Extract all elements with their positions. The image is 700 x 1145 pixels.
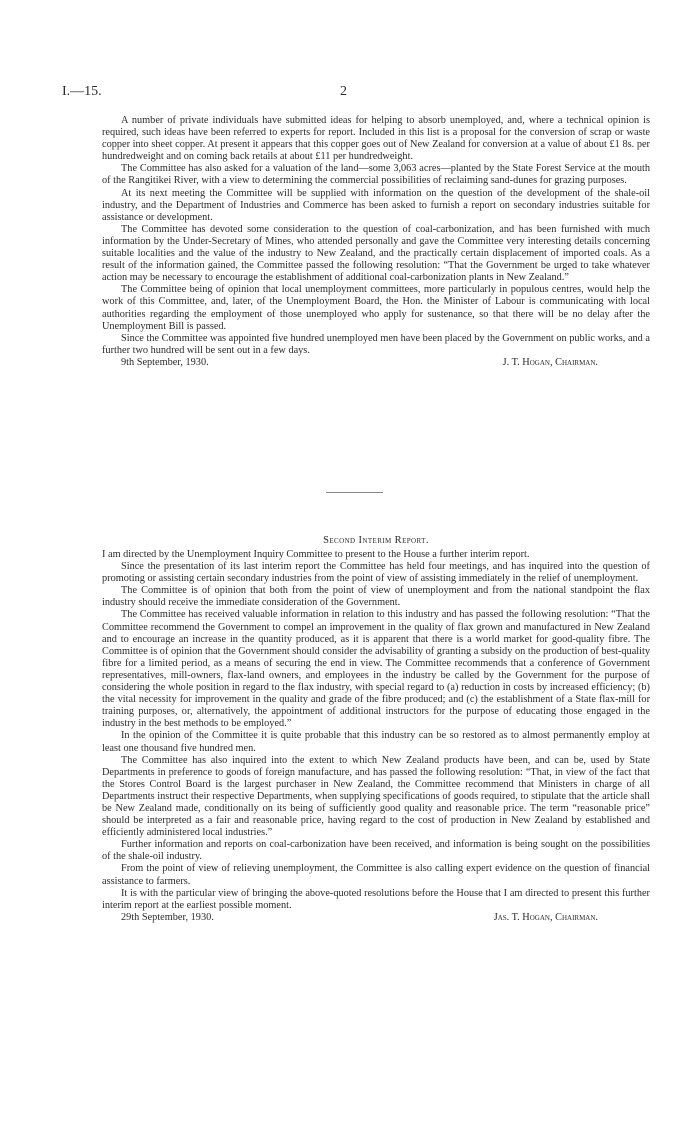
chairman-signature: J. T. Hogan, Chairman. (502, 356, 598, 368)
signature-line (102, 912, 650, 925)
chairman-signature: Jas. T. Hogan, Chairman. (493, 911, 598, 923)
opening-paragraph: I am directed by the Unemployment Inquiry Committee to present to the House a further interim report. (102, 549, 530, 560)
paragraph: The Committee has also asked for a valuation of the land—some 3,063 acres—planted by the State Forest Service at the mouth of the Rangitikei River, with a view to determining the commercial possibilities of reclaiming sand-dunes for grazing purposes. (102, 163, 650, 187)
paper-reference: I.—15. (62, 84, 102, 99)
signature-line (102, 357, 650, 370)
paragraph: Since the Committee was appointed five hundred unemployed men have been placed by the Government on public works, and a further two hundred will be sent out in a few days. (102, 332, 650, 356)
paragraph: It is with the particular view of bringing the above-quoted resolutions before the House that I am directed to present this further interim report at the earliest possible moment. (102, 887, 650, 911)
report-date: 9th September, 1930. (121, 356, 209, 368)
page-header (62, 84, 638, 104)
paragraph: At its next meeting the Committee will be supplied with information on the question of the development of the shale-oil industry, and the Department of Industries and Commerce has been asked to furnish a report on secondary industries suitable for assistance or development. (102, 187, 650, 223)
paragraph: A number of private individuals have submitted ideas for helping to absorb unemployed, and, where a technical opinion is required, such ideas have been referred to experts for report. Included in this list is a proposal for the conversion of scrap or waste copper into sheet copper. At present it appears that this copper goes out of New Zealand for conversion at a value of about £1 8s. per hundredweight and on coming back retails at about £11 per hundredweight. (102, 115, 650, 163)
paragraph: The Committee has also inquired into the extent to which New Zealand products have been, and can be, used by State Departments in preference to goods of foreign manufacture, and has passed the following resolution: “That, in view of the fact that the Stores Control Board is the largest purchaser in New Zealand, the Committee recommend that Ministers in charge of all Departments instruct their respective Departments, when supplying specifications of goods required, to stipulate that the article shall be New Zealand made, conditionally on its being of sufficiently good quality and reasonable price. The term “reasonable price” should be interpreted as a fair and reasonable price, having regard to the cost of production in New Zealand by established and efficiently administered local industries.” (102, 754, 650, 839)
paragraph: Since the presentation of its last interim report the Committee has held four meetings, and has inquired into the question of promoting or assisting certain secondary industries from the point of view of assisting immediately in the relief of unemployment. (102, 561, 650, 585)
paragraph: In the opinion of the Committee it is quite probable that this industry can be so restored as to almost permanently employ at least one thousand five hundred men. (102, 730, 650, 754)
report-date: 29th September, 1930. (121, 911, 214, 923)
first-report-continuation (102, 115, 650, 370)
report-title: Second Interim Report. (323, 535, 429, 546)
paragraph: The Committee has received valuable information in relation to this industry and has passed the following resolution: “That the Committee recommend the Government to compel an improvement in the quality of flax grown and manufactured in New Zealand and to encourage an increase in the quantity produced, as it is apparent that there is a world market for good-quality fibre. The Committee is of opinion that the Government should consider the advisability of granting a subsidy on the production of best-quality fibre for a limited period, as a means of securing the end in view. The Committee recommends that a conference of Government representatives, mill-owners, flax-land owners, and employees in the industry be called by the Government for the purpose of considering the whole position in regard to the flax industry, with special regard to (a) reduction in costs by increased efficiency; (b) the vital necessity for improvement in the quality and grade of the fibre produced; and (c) the establishment of a State flax-mill for training purposes, or, alternatively, the appointment of additional instructors for the purpose of educating those engaged in the industry in the best methods to be employed.” (102, 609, 650, 730)
second-interim-report (102, 534, 650, 925)
paragraph: The Committee being of opinion that local unemployment committees, more particularly in populous centres, would help the work of this Committee, and, later, of the Unemployment Board, the Hon. the Minister of Labour is communicating with local authorities regarding the employment of those unemployed who apply for sustenance, so that there will be no delay after the Unemployment Bill is passed. (102, 284, 650, 332)
paragraph: Further information and reports on coal-carbonization have been received, and information is being sought on the possibilities of the shale-oil industry. (102, 839, 650, 863)
paragraph: From the point of view of relieving unemployment, the Committee is also calling expert evidence on the question of financial assistance to farmers. (102, 863, 650, 887)
section-divider (326, 492, 383, 493)
paragraph: The Committee is of opinion that both from the point of view of unemployment and from the national standpoint the flax industry should receive the immediate consideration of the Government. (102, 585, 650, 609)
page-number: 2 (340, 84, 347, 99)
paragraph: The Committee has devoted some consideration to the question of coal-carbonization, and has been furnished with much information by the Under-Secretary of Mines, who attended personally and gave the Committee very interesting details concerning suitable localities and the value of the industry to New Zealand, and the practically certain displacement of imported coals. As a result of the information gained, the Committee passed the following resolution: “That the Government be urged to take whatever action may be necessary to encourage the establishment of additional coal-carbonization plants in New Zealand.” (102, 223, 650, 284)
